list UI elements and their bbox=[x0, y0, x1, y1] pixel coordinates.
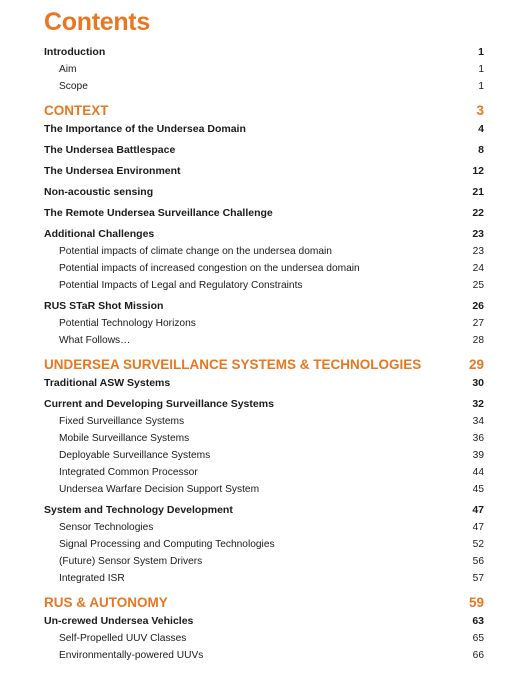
toc-subentry-sensor-tech[interactable] bbox=[44, 519, 484, 536]
page-title: Contents bbox=[44, 8, 150, 36]
toc-page-number: 47 bbox=[472, 504, 484, 516]
toc-page-number: 27 bbox=[472, 318, 484, 329]
toc-entry-environment[interactable] bbox=[44, 163, 484, 180]
toc-section-autonomy[interactable] bbox=[44, 593, 484, 613]
toc-entry-label: Undersea Warfare Decision Support System bbox=[59, 484, 260, 495]
toc-entry-label: Additional Challenges bbox=[44, 228, 155, 240]
toc-page-number: 36 bbox=[472, 433, 484, 444]
toc-subentry-fixed[interactable] bbox=[44, 413, 484, 430]
toc-page-number: 22 bbox=[472, 207, 484, 219]
toc-subentry-mobile[interactable] bbox=[44, 430, 484, 447]
toc-subentry-deployable[interactable] bbox=[44, 447, 484, 464]
toc-entry-label: (Future) Sensor System Drivers bbox=[59, 556, 203, 567]
toc-page-number: 30 bbox=[472, 377, 484, 389]
toc-subentry-uuv-classes[interactable] bbox=[44, 630, 484, 647]
toc-entry-label: Current and Developing Surveillance Systems bbox=[44, 398, 274, 410]
toc-page-number: 66 bbox=[472, 650, 484, 661]
toc-entry-label: The Undersea Battlespace bbox=[44, 144, 176, 156]
toc-page-number: 1 bbox=[478, 81, 484, 92]
toc-subentry-environmental-uuvs[interactable] bbox=[44, 647, 484, 664]
toc-page-number: 1 bbox=[478, 64, 484, 75]
toc-page-number: 39 bbox=[472, 450, 484, 461]
toc-page-number: 28 bbox=[472, 335, 484, 346]
toc-entry-label: The Undersea Environment bbox=[44, 165, 181, 177]
toc-entry-label: Fixed Surveillance Systems bbox=[59, 416, 185, 427]
toc-page-number: 63 bbox=[472, 615, 484, 627]
toc-entry-label: Potential Technology Horizons bbox=[59, 318, 196, 329]
toc-entry-label: Integrated Common Processor bbox=[59, 467, 198, 478]
toc-entry-traditional-asw[interactable] bbox=[44, 375, 484, 392]
toc-page-number: 34 bbox=[472, 416, 484, 427]
toc-subentry-scope[interactable] bbox=[44, 78, 484, 95]
toc-entry-uncrewed-vehicles[interactable] bbox=[44, 613, 484, 630]
toc-section-label: RUS & AUTONOMY bbox=[44, 595, 168, 610]
toc-page-number: 3 bbox=[476, 103, 484, 118]
toc-section-label: UNDERSEA SURVEILLANCE SYSTEMS & TECHNOLOGIES bbox=[44, 357, 422, 372]
toc-subentry-common-processor[interactable] bbox=[44, 464, 484, 481]
toc-page-number: 57 bbox=[472, 573, 484, 584]
toc-section-label: CONTEXT bbox=[44, 103, 109, 118]
toc-entry-label: Environmentally-powered UUVs bbox=[59, 650, 204, 661]
toc-subentry-sensor-drivers[interactable] bbox=[44, 553, 484, 570]
toc-entry-system-development[interactable] bbox=[44, 502, 484, 519]
toc-entry-label: Sensor Technologies bbox=[59, 522, 154, 533]
toc-page-number: 1 bbox=[478, 46, 484, 58]
toc-entry-label: Potential impacts of increased congestion on the undersea domain bbox=[59, 263, 360, 274]
toc-entry-label: Introduction bbox=[44, 46, 106, 58]
toc-entry-label: RUS STaR Shot Mission bbox=[44, 300, 164, 312]
toc-page-number: 44 bbox=[472, 467, 484, 478]
toc-page-number: 12 bbox=[472, 165, 484, 177]
toc-entry-additional-challenges[interactable] bbox=[44, 226, 484, 243]
toc-page-number: 59 bbox=[468, 595, 484, 610]
toc-page-number: 26 bbox=[472, 300, 484, 312]
toc-page-number: 65 bbox=[472, 633, 484, 644]
toc-page-number: 29 bbox=[468, 357, 484, 372]
toc-entry-label: System and Technology Development bbox=[44, 504, 233, 516]
toc-subentry-integrated-isr[interactable] bbox=[44, 570, 484, 587]
toc-page-number: 23 bbox=[472, 228, 484, 240]
toc-entry-label: Self-Propelled UUV Classes bbox=[59, 633, 187, 644]
toc-entry-introduction[interactable] bbox=[44, 44, 484, 61]
toc-entry-label: Potential Impacts of Legal and Regulatory Constraints bbox=[59, 280, 303, 291]
toc-entry-label: Mobile Surveillance Systems bbox=[59, 433, 190, 444]
toc-page-number: 47 bbox=[472, 522, 484, 533]
toc-page-number: 21 bbox=[472, 186, 484, 198]
toc-entry-remote-challenge[interactable] bbox=[44, 205, 484, 222]
toc-entry-label: Non-acoustic sensing bbox=[44, 186, 154, 198]
toc-entry-label: Scope bbox=[59, 81, 88, 92]
toc-subentry-climate[interactable] bbox=[44, 243, 484, 260]
toc-entry-label: Signal Processing and Computing Technologies bbox=[59, 539, 275, 550]
toc-entry-label: The Importance of the Undersea Domain bbox=[44, 123, 246, 135]
toc-subentry-decision-support[interactable] bbox=[44, 481, 484, 498]
toc-entry-current-developing[interactable] bbox=[44, 396, 484, 413]
toc-entry-star-shot[interactable] bbox=[44, 298, 484, 315]
toc-entry-label: Aim bbox=[59, 64, 77, 75]
toc-subentry-legal[interactable] bbox=[44, 277, 484, 294]
toc-entry-label: Potential impacts of climate change on the undersea domain bbox=[59, 246, 332, 257]
toc-page-number: 25 bbox=[472, 280, 484, 291]
toc-page-number: 23 bbox=[472, 246, 484, 257]
toc-entry-non-acoustic[interactable] bbox=[44, 184, 484, 201]
toc-subentry-signal-processing[interactable] bbox=[44, 536, 484, 553]
toc-page-number: 4 bbox=[478, 123, 484, 135]
toc-entry-label: Integrated ISR bbox=[59, 573, 125, 584]
toc-page-number: 24 bbox=[472, 263, 484, 274]
toc-entry-label: Deployable Surveillance Systems bbox=[59, 450, 211, 461]
toc-page-number: 52 bbox=[472, 539, 484, 550]
toc-section-surveillance[interactable] bbox=[44, 355, 484, 375]
toc-entry-label: What Follows… bbox=[59, 335, 131, 346]
toc-entry-battlespace[interactable] bbox=[44, 142, 484, 159]
toc-page-number: 45 bbox=[472, 484, 484, 495]
toc-entry-importance[interactable] bbox=[44, 121, 484, 138]
toc-entry-label: Un-crewed Undersea Vehicles bbox=[44, 615, 194, 627]
table-of-contents bbox=[44, 44, 484, 664]
toc-page-number: 32 bbox=[472, 398, 484, 410]
toc-page-number: 8 bbox=[478, 144, 484, 156]
toc-subentry-what-follows[interactable] bbox=[44, 332, 484, 349]
toc-subentry-congestion[interactable] bbox=[44, 260, 484, 277]
toc-subentry-horizons[interactable] bbox=[44, 315, 484, 332]
toc-subentry-aim[interactable] bbox=[44, 61, 484, 78]
toc-page-number: 56 bbox=[472, 556, 484, 567]
toc-entry-label: Traditional ASW Systems bbox=[44, 377, 171, 389]
toc-section-context[interactable] bbox=[44, 101, 484, 121]
toc-entry-label: The Remote Undersea Surveillance Challenge bbox=[44, 207, 273, 219]
